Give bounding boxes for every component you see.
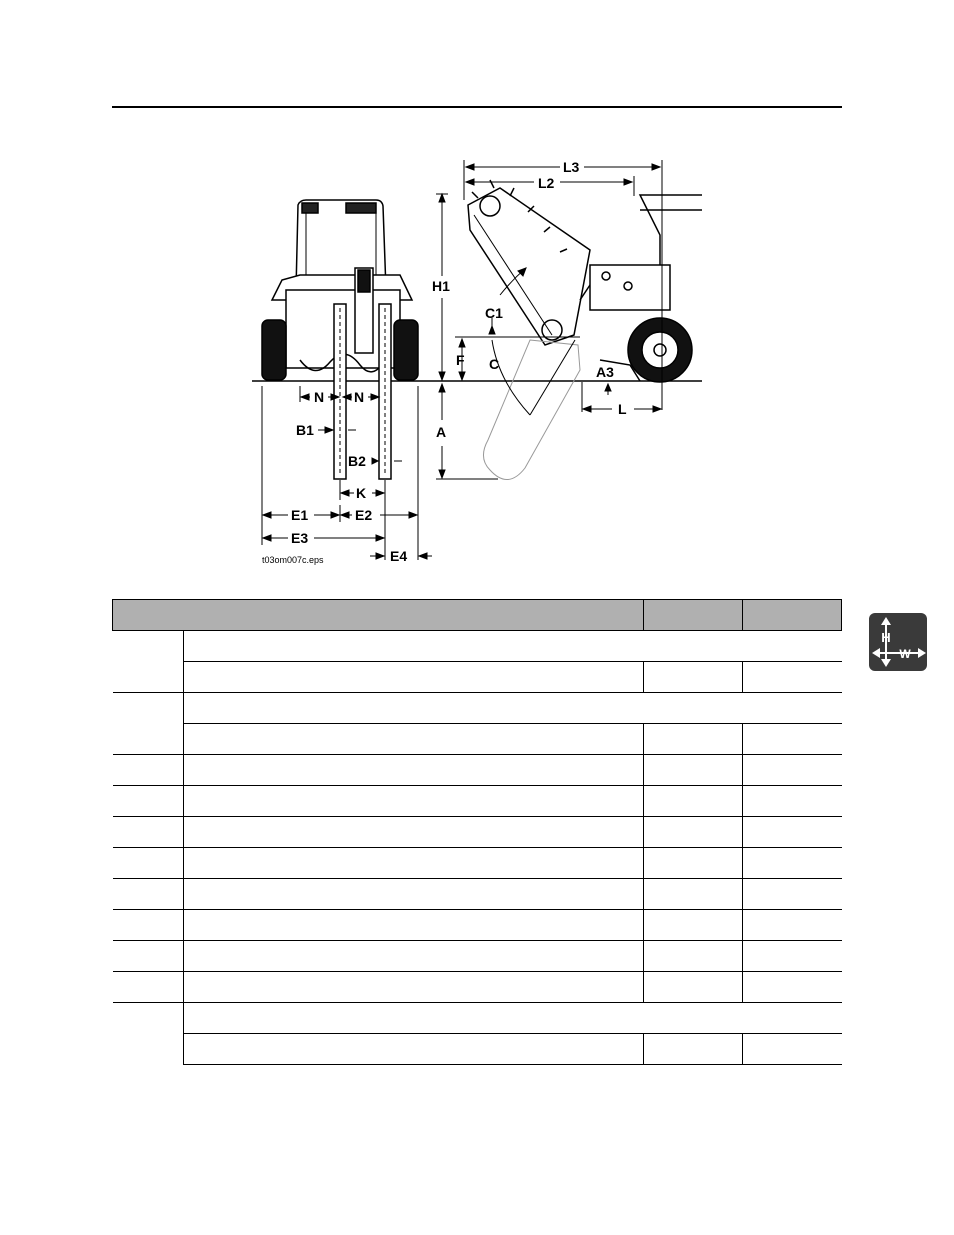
table-row — [113, 817, 842, 848]
table-row — [113, 786, 842, 817]
label-E4: E4 — [390, 548, 408, 564]
table-row — [113, 662, 842, 693]
label-N-left: N — [314, 389, 325, 405]
table-row — [113, 972, 842, 1003]
label-E3: E3 — [291, 530, 309, 546]
front-view-machine — [262, 200, 418, 479]
tab-w-label: W — [899, 647, 911, 661]
table-row — [113, 1003, 842, 1034]
label-A: A — [436, 424, 447, 440]
table-row — [113, 693, 842, 724]
table-row — [113, 631, 842, 662]
table-row — [113, 755, 842, 786]
table-row — [113, 1034, 842, 1065]
label-E2: E2 — [355, 507, 373, 523]
side-view-machine — [468, 180, 702, 480]
table-header-row — [113, 600, 842, 631]
section-tab[interactable] — [869, 613, 927, 671]
table-row — [113, 879, 842, 910]
label-F: F — [456, 352, 465, 368]
label-L: L — [618, 401, 627, 417]
label-A3: A3 — [596, 364, 614, 380]
label-L3: L3 — [563, 159, 580, 175]
specifications-table — [112, 599, 842, 1065]
label-N-right: N — [354, 389, 365, 405]
table-header-description — [113, 600, 644, 631]
label-E1: E1 — [291, 507, 309, 523]
figure-caption: t03om007c.eps — [262, 555, 324, 565]
trencher-dimension-drawing — [0, 0, 954, 600]
table-header-col-2 — [644, 600, 743, 631]
label-C: C — [489, 356, 500, 372]
label-C1: C1 — [485, 305, 503, 321]
label-L2: L2 — [538, 175, 555, 191]
table-row — [113, 848, 842, 879]
tab-h-label: H — [881, 630, 891, 645]
dimension-diagram — [0, 0, 954, 600]
label-K: K — [356, 485, 367, 501]
height-width-arrows-icon — [869, 613, 927, 671]
table-row — [113, 724, 842, 755]
table-row — [113, 910, 842, 941]
table-row — [113, 941, 842, 972]
label-B2: B2 — [348, 453, 366, 469]
label-B1: B1 — [296, 422, 314, 438]
label-H1: H1 — [432, 278, 450, 294]
table-header-col-3 — [743, 600, 842, 631]
